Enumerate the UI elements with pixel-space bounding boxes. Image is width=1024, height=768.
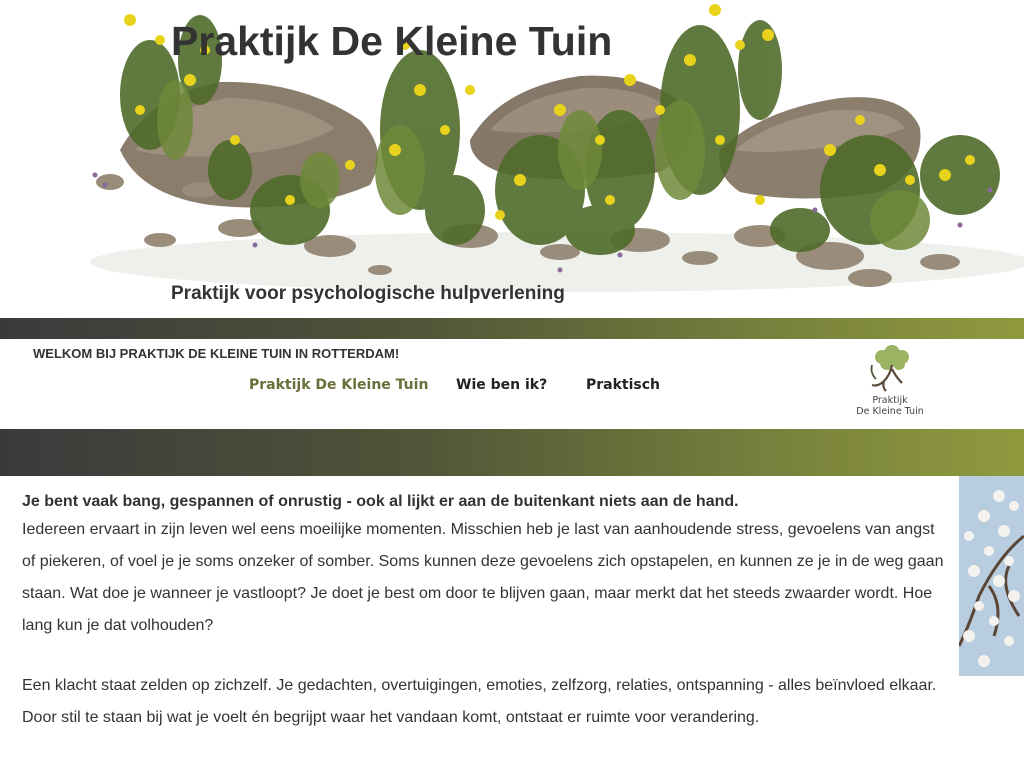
nav-item-wie-ben-ik[interactable]: Wie ben ik?: [456, 377, 548, 393]
site-title[interactable]: Praktijk De Kleine Tuin: [171, 18, 613, 64]
blossom-branch-image: [959, 476, 1024, 676]
site-subtitle: Praktijk voor psychologische hulpverlening: [171, 283, 565, 304]
intro-lead: Je bent vaak bang, gespannen of onrustig - ook al lijkt er aan de buitenkant niets aan de hand.: [22, 493, 739, 510]
logo-line2: De Kleine Tuin: [856, 406, 924, 417]
tree-logo-icon: [842, 343, 938, 397]
main-content: [22, 490, 952, 734]
intro-paragraph-2: Een klacht staat zelden op zichzelf. Je gedachten, overtuigingen, emoties, zelfzorg, relaties, ontspanning - alles beïnvloed elkaar. Door stil te staan bij wat je voelt én begrijpt waar het vandaan komt, ontstaat er ruimte voor verandering.: [22, 677, 937, 726]
gradient-divider-bottom: [0, 429, 1024, 476]
practice-logo[interactable]: [842, 343, 938, 419]
nav-item-praktisch[interactable]: Praktisch: [586, 377, 661, 393]
nav-item-praktijk[interactable]: Praktijk De Kleine Tuin: [249, 377, 429, 393]
intro-paragraph-1: Iedereen ervaart in zijn leven wel eens moeilijke momenten. Misschien heb je last van aanhoudende stress, gevoelens van angst of piekeren, of voel je je soms onzeker of somber. Soms kunnen deze gevoelens zich opstapelen, en kunnen ze je in de weg gaan staan. Wat doe je wanneer je vastloopt? Je doet je best om door te blijven gaan, maar merkt dat het steeds zwaarder wordt. Hoe lang kun je dat volhouden?: [22, 521, 944, 634]
gradient-divider-top: [0, 318, 1024, 339]
welcome-heading: WELKOM BIJ PRAKTIJK DE KLEINE TUIN IN ROTTERDAM!: [33, 346, 400, 361]
logo-line1: Praktijk: [872, 395, 908, 406]
site-header: [0, 0, 1024, 318]
